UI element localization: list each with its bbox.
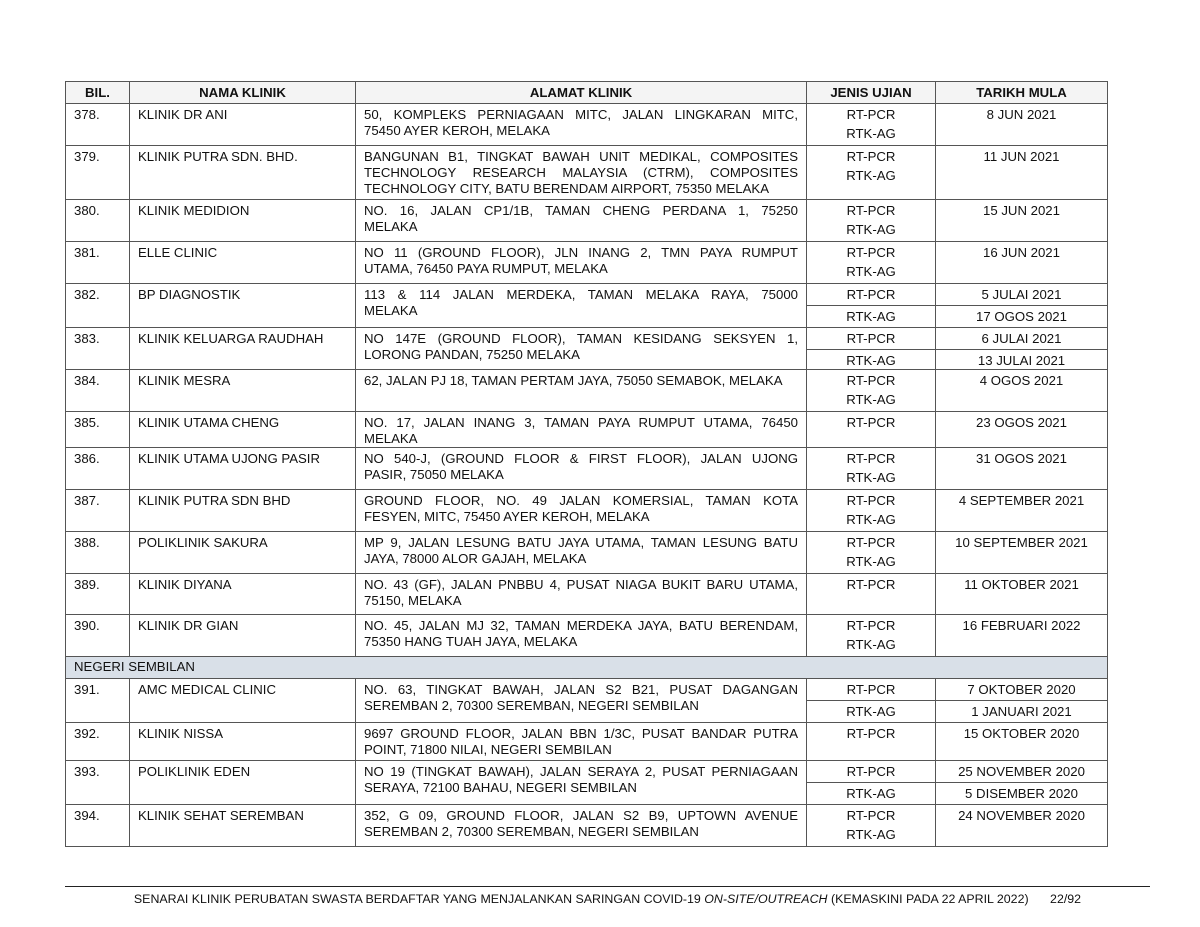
table-row	[66, 412, 1108, 448]
cell-jenis-ujian	[807, 805, 936, 847]
cell-nama-klinik: POLIKLINIK SAKURA	[130, 532, 356, 574]
address-line: UTAMA, 76450 PAYA RUMPUT, MELAKA	[364, 261, 608, 276]
address-line: SEREMBAN 2, 70300 SEREMBAN, NEGERI SEMBILAN	[364, 824, 699, 839]
cell-tarikh-mula	[936, 723, 1108, 761]
page-footer	[65, 892, 1150, 906]
cell-jenis-ujian	[807, 242, 936, 284]
test-type: RT-PCR	[846, 726, 896, 741]
address-line: MP 9, JALAN LESUNG BATU JAYA UTAMA, TAMAN LESUNG BATU	[364, 535, 798, 550]
test-type: RTK-AG	[846, 470, 896, 485]
table-row	[66, 200, 1108, 242]
cell-tarikh-mula	[936, 200, 1108, 242]
cell-bil: 392.	[66, 723, 130, 761]
address-line: 75350 HANG TUAH JAYA, MELAKA	[364, 634, 578, 649]
cell-alamat-klinik	[356, 104, 807, 146]
address-line: 113 & 114 JALAN MERDEKA, TAMAN MELAKA RAYA, 75000	[364, 287, 798, 302]
cell-jenis-ujian	[807, 679, 936, 723]
cell-nama-klinik: AMC MEDICAL CLINIC	[130, 679, 356, 723]
test-type: RT-PCR	[846, 535, 896, 550]
table-row	[66, 574, 1108, 615]
start-date: 1 JANUARI 2021	[936, 700, 1107, 720]
start-date: 15 JUN 2021	[983, 203, 1060, 218]
address-line: 62, JALAN PJ 18, TAMAN PERTAM JAYA, 75050 SEMABOK, MELAKA	[364, 373, 783, 388]
cell-tarikh-mula	[936, 532, 1108, 574]
cell-alamat-klinik	[356, 761, 807, 805]
test-type: RTK-AG	[846, 392, 896, 407]
footer-title: SENARAI KLINIK PERUBATAN SWASTA BERDAFTAR YANG MENJALANKAN SARINGAN COVID-19	[133, 892, 701, 906]
cell-bil: 382.	[66, 284, 130, 328]
cell-bil: 389.	[66, 574, 130, 615]
cell-bil: 386.	[66, 448, 130, 490]
cell-tarikh-mula	[936, 146, 1108, 200]
test-type: RT-PCR	[846, 764, 896, 779]
cell-nama-klinik: KLINIK MESRA	[130, 370, 356, 412]
table-row	[66, 104, 1108, 146]
test-type: RTK-AG	[846, 512, 896, 527]
cell-bil: 384.	[66, 370, 130, 412]
test-type: RTK-AG	[846, 637, 896, 652]
test-type: RTK-AG	[807, 349, 935, 369]
cell-jenis-ujian	[807, 284, 936, 328]
address-line: NO 19 (TINGKAT BAWAH), JALAN SERAYA 2, PUSAT PERNIAGAAN	[364, 764, 798, 779]
cell-tarikh-mula	[936, 448, 1108, 490]
start-date: 23 OGOS 2021	[976, 415, 1067, 430]
cell-nama-klinik: KLINIK DIYANA	[130, 574, 356, 615]
cell-nama-klinik: KLINIK UTAMA CHENG	[130, 412, 356, 448]
section-negeri-sembilan	[66, 657, 1108, 679]
cell-jenis-ujian	[807, 448, 936, 490]
cell-nama-klinik: ELLE CLINIC	[130, 242, 356, 284]
address-line: BANGUNAN B1, TINGKAT BAWAH UNIT MEDIKAL, COMPOSITES	[364, 149, 798, 164]
address-line: 352, G 09, GROUND FLOOR, JALAN S2 B9, UPTOWN AVENUE	[364, 808, 798, 823]
melaka-rows	[66, 104, 1108, 657]
address-line: LORONG PANDAN, 75250 MELAKA	[364, 347, 580, 362]
test-type: RT-PCR	[846, 331, 896, 346]
test-type: RT-PCR	[846, 287, 896, 302]
header-jenis-ujian: JENIS UJIAN	[807, 82, 936, 104]
test-type: RT-PCR	[846, 149, 896, 164]
cell-jenis-ujian	[807, 328, 936, 370]
cell-bil: 385.	[66, 412, 130, 448]
test-type: RT-PCR	[846, 577, 896, 592]
cell-bil: 390.	[66, 615, 130, 657]
section-row	[66, 657, 1108, 679]
address-line: MELAKA	[364, 219, 418, 234]
address-line: NO. 63, TINGKAT BAWAH, JALAN S2 B21, PUSAT DAGANGAN	[364, 682, 798, 697]
test-type: RTK-AG	[807, 700, 935, 720]
start-date: 17 OGOS 2021	[936, 305, 1107, 325]
address-line: 75150, MELAKA	[364, 593, 462, 608]
test-type: RTK-AG	[846, 222, 896, 237]
header-nama-klinik: NAMA KLINIK	[130, 82, 356, 104]
cell-alamat-klinik	[356, 328, 807, 370]
cell-tarikh-mula	[936, 490, 1108, 532]
test-type: RTK-AG	[846, 554, 896, 569]
test-type: RTK-AG	[846, 126, 896, 141]
cell-bil: 393.	[66, 761, 130, 805]
cell-jenis-ujian	[807, 146, 936, 200]
cell-alamat-klinik	[356, 574, 807, 615]
start-date: 11 JUN 2021	[983, 149, 1060, 164]
cell-nama-klinik: KLINIK UTAMA UJONG PASIR	[130, 448, 356, 490]
address-line: NO. 17, JALAN INANG 3, TAMAN PAYA RUMPUT UTAMA, 76450	[364, 415, 798, 430]
cell-jenis-ujian	[807, 574, 936, 615]
test-type: RT-PCR	[846, 618, 896, 633]
start-date: 31 OGOS 2021	[976, 451, 1067, 466]
klinik-table	[65, 81, 1108, 847]
cell-nama-klinik: KLINIK DR ANI	[130, 104, 356, 146]
start-date: 11 OKTOBER 2021	[964, 577, 1079, 592]
test-type: RT-PCR	[846, 808, 896, 823]
cell-alamat-klinik	[356, 448, 807, 490]
address-line: POINT, 71800 NILAI, NEGERI SEMBILAN	[364, 742, 612, 757]
cell-bil: 387.	[66, 490, 130, 532]
cell-tarikh-mula	[936, 805, 1108, 847]
cell-jenis-ujian	[807, 723, 936, 761]
test-type: RT-PCR	[846, 245, 896, 260]
start-date: 25 NOVEMBER 2020	[958, 764, 1085, 779]
cell-alamat-klinik	[356, 723, 807, 761]
table-row	[66, 805, 1108, 847]
start-date: 6 JULAI 2021	[981, 331, 1062, 346]
cell-alamat-klinik	[356, 146, 807, 200]
cell-jenis-ujian	[807, 412, 936, 448]
address-line: TECHNOLOGY RESEARCH MALAYSIA (CTRM), COMPOSITES	[364, 165, 798, 180]
table-row	[66, 490, 1108, 532]
cell-bil: 394.	[66, 805, 130, 847]
test-type: RT-PCR	[846, 415, 896, 430]
page-number: 22/92	[1050, 892, 1082, 906]
address-line: NO 540-J, (GROUND FLOOR & FIRST FLOOR), JALAN UJONG	[364, 451, 798, 466]
address-line: SERAYA, 72100 BAHAU, NEGERI SEMBILAN	[364, 780, 637, 795]
cell-jenis-ujian	[807, 761, 936, 805]
test-type: RT-PCR	[846, 682, 896, 697]
address-line: NO. 16, JALAN CP1/1B, TAMAN CHENG PERDANA 1, 75250	[364, 203, 798, 218]
start-date: 15 OKTOBER 2020	[963, 726, 1080, 741]
table-header-row	[66, 82, 1108, 104]
address-line: MELAKA	[364, 303, 418, 318]
start-date: 13 JULAI 2021	[936, 349, 1107, 369]
cell-tarikh-mula	[936, 615, 1108, 657]
cell-alamat-klinik	[356, 532, 807, 574]
table-row	[66, 615, 1108, 657]
start-date: 16 JUN 2021	[983, 245, 1060, 260]
cell-bil: 391.	[66, 679, 130, 723]
cell-tarikh-mula	[936, 574, 1108, 615]
cell-alamat-klinik	[356, 679, 807, 723]
cell-alamat-klinik	[356, 242, 807, 284]
test-type: RT-PCR	[846, 107, 896, 122]
cell-nama-klinik: KLINIK PUTRA SDN. BHD.	[130, 146, 356, 200]
start-date: 8 JUN 2021	[986, 107, 1057, 122]
footer-title-italic: ON-SITE/OUTREACH	[704, 892, 828, 906]
section-label: NEGERI SEMBILAN	[66, 657, 1108, 679]
table-row	[66, 370, 1108, 412]
table-row	[66, 328, 1108, 370]
cell-jenis-ujian	[807, 370, 936, 412]
cell-jenis-ujian	[807, 200, 936, 242]
cell-nama-klinik: KLINIK NISSA	[130, 723, 356, 761]
cell-tarikh-mula	[936, 412, 1108, 448]
cell-alamat-klinik	[356, 284, 807, 328]
cell-tarikh-mula	[936, 104, 1108, 146]
address-line: PASIR, 75050 MELAKA	[364, 467, 504, 482]
table-row	[66, 448, 1108, 490]
cell-nama-klinik: KLINIK DR GIAN	[130, 615, 356, 657]
start-date: 5 DISEMBER 2020	[936, 782, 1107, 802]
address-line: FESYEN, MITC, 75450 AYER KEROH, MELAKA	[364, 509, 650, 524]
cell-nama-klinik: KLINIK MEDIDION	[130, 200, 356, 242]
cell-bil: 381.	[66, 242, 130, 284]
address-line: 50, KOMPLEKS PERNIAGAAN MITC, JALAN LINGKARAN MITC,	[364, 107, 798, 122]
header-alamat-klinik: ALAMAT KLINIK	[356, 82, 807, 104]
start-date: 16 FEBRUARI 2022	[962, 618, 1081, 633]
header-bil: BIL.	[66, 82, 130, 104]
table-row	[66, 146, 1108, 200]
cell-tarikh-mula	[936, 242, 1108, 284]
test-type: RTK-AG	[807, 782, 935, 802]
address-line: NO. 45, JALAN MJ 32, TAMAN MERDEKA JAYA, BATU BERENDAM,	[364, 618, 798, 633]
test-type: RTK-AG	[846, 827, 896, 842]
start-date: 10 SEPTEMBER 2021	[955, 535, 1088, 550]
address-line: SEREMBAN 2, 70300 SEREMBAN, NEGERI SEMBILAN	[364, 698, 699, 713]
cell-tarikh-mula	[936, 679, 1108, 723]
start-date: 4 OGOS 2021	[979, 373, 1064, 388]
table-row	[66, 723, 1108, 761]
test-type: RT-PCR	[846, 493, 896, 508]
address-line: 9697 GROUND FLOOR, JALAN BBN 1/3C, PUSAT BANDAR PUTRA	[364, 726, 798, 741]
cell-jenis-ujian	[807, 490, 936, 532]
cell-bil: 383.	[66, 328, 130, 370]
address-line: NO 11 (GROUND FLOOR), JLN INANG 2, TMN PAYA RUMPUT	[364, 245, 798, 260]
start-date: 7 OKTOBER 2020	[967, 682, 1076, 697]
cell-tarikh-mula	[936, 284, 1108, 328]
cell-nama-klinik: POLIKLINIK EDEN	[130, 761, 356, 805]
address-line: JAYA, 78000 ALOR GAJAH, MELAKA	[364, 551, 587, 566]
test-type: RT-PCR	[846, 203, 896, 218]
address-line: 75450 AYER KEROH, MELAKA	[364, 123, 550, 138]
test-type: RT-PCR	[846, 373, 896, 388]
cell-alamat-klinik	[356, 412, 807, 448]
cell-tarikh-mula	[936, 761, 1108, 805]
table-row	[66, 242, 1108, 284]
cell-bil: 378.	[66, 104, 130, 146]
cell-bil: 388.	[66, 532, 130, 574]
cell-jenis-ujian	[807, 615, 936, 657]
negeri-sembilan-rows	[66, 679, 1108, 847]
address-line: NO 147E (GROUND FLOOR), TAMAN KESIDANG SEKSYEN 1,	[364, 331, 798, 346]
cell-jenis-ujian	[807, 104, 936, 146]
cell-nama-klinik: KLINIK PUTRA SDN BHD	[130, 490, 356, 532]
address-line: GROUND FLOOR, NO. 49 JALAN KOMERSIAL, TAMAN KOTA	[364, 493, 798, 508]
test-type: RTK-AG	[846, 168, 896, 183]
footer-divider	[65, 886, 1150, 887]
cell-bil: 379.	[66, 146, 130, 200]
table-row	[66, 284, 1108, 328]
cell-tarikh-mula	[936, 328, 1108, 370]
start-date: 4 SEPTEMBER 2021	[958, 493, 1085, 508]
cell-alamat-klinik	[356, 805, 807, 847]
header-tarikh-mula: TARIKH MULA	[936, 82, 1108, 104]
address-line: TECHNOLOGY CITY, BATU BERENDAM AIRPORT, 75350 MELAKA	[364, 181, 770, 196]
cell-nama-klinik: BP DIAGNOSTIK	[130, 284, 356, 328]
cell-bil: 380.	[66, 200, 130, 242]
start-date: 24 NOVEMBER 2020	[958, 808, 1085, 823]
address-line: MELAKA	[364, 431, 418, 446]
table-row	[66, 679, 1108, 723]
start-date: 5 JULAI 2021	[981, 287, 1062, 302]
test-type: RT-PCR	[846, 451, 896, 466]
test-type: RTK-AG	[807, 305, 935, 325]
cell-alamat-klinik	[356, 615, 807, 657]
table-row	[66, 761, 1108, 805]
cell-nama-klinik: KLINIK KELUARGA RAUDHAH	[130, 328, 356, 370]
cell-alamat-klinik	[356, 200, 807, 242]
test-type: RTK-AG	[846, 264, 896, 279]
table-row	[66, 532, 1108, 574]
cell-alamat-klinik	[356, 490, 807, 532]
footer-update-date: (KEMASKINI PADA 22 APRIL 2022)	[830, 892, 1029, 906]
cell-tarikh-mula	[936, 370, 1108, 412]
cell-jenis-ujian	[807, 532, 936, 574]
address-line: NO. 43 (GF), JALAN PNBBU 4, PUSAT NIAGA BUKIT BARU UTAMA,	[364, 577, 798, 592]
cell-alamat-klinik	[356, 370, 807, 412]
cell-nama-klinik: KLINIK SEHAT SEREMBAN	[130, 805, 356, 847]
